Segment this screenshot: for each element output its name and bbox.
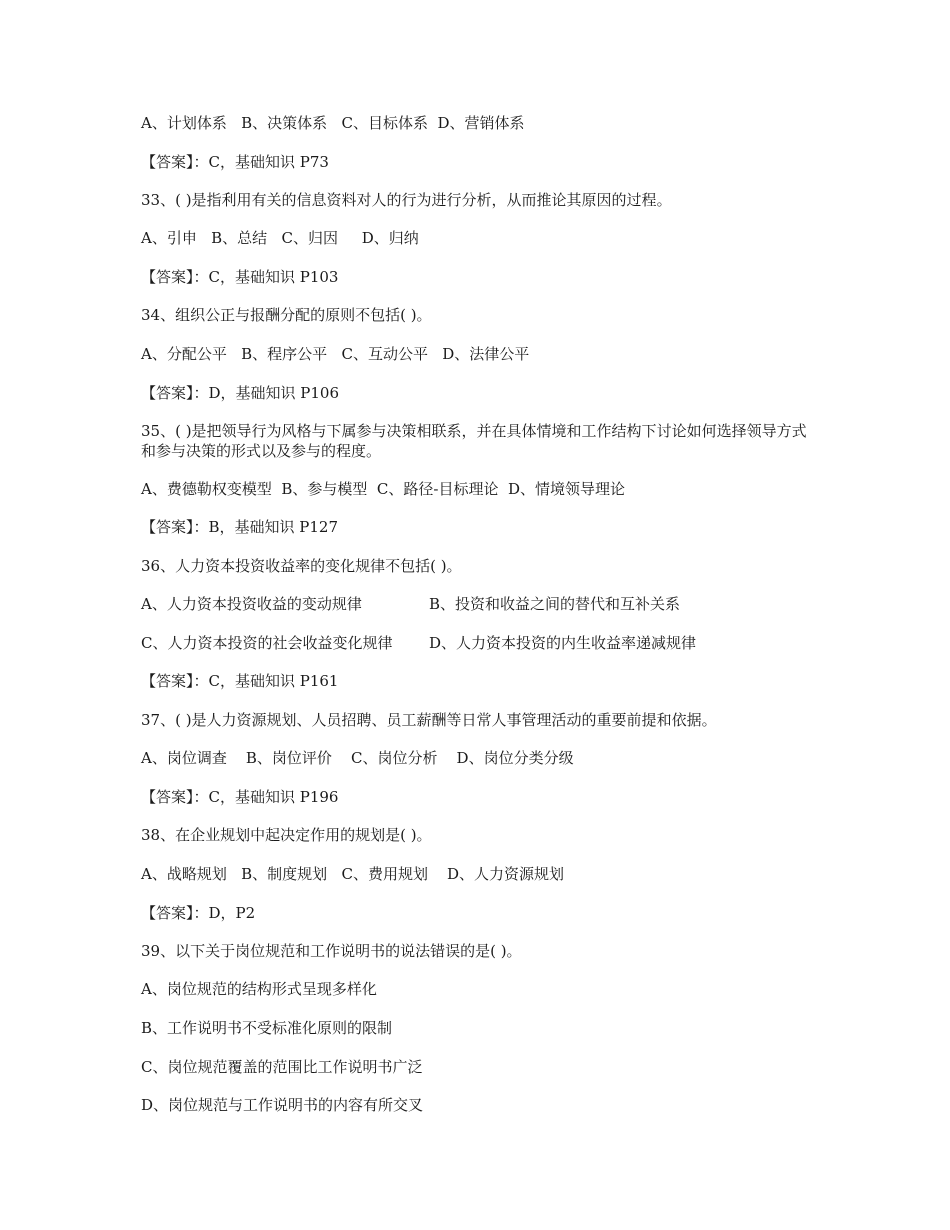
q37-answer: 【答案】：C，基础知识 P196 (141, 788, 339, 806)
q35-question: 35、( )是把领导行为风格与下属参与决策相联系，并在具体情境和工作结构下讨论如何选择领导方式和参与决策的形式以及参与的程度。 (141, 422, 807, 460)
q36-option-c: C、人力资本投资的社会收益变化规律 (141, 634, 393, 652)
q38-question: 38、在企业规划中起决定作用的规划是( )。 (141, 826, 432, 844)
q32-answer: 【答案】：C，基础知识 P73 (141, 153, 329, 171)
q32-options: A、计划体系 B、决策体系 C、目标体系 D、营销体系 (141, 114, 525, 132)
q35-options: A、费德勒权变模型 B、参与模型 C、路径-目标理论 D、情境领导理论 (141, 480, 626, 498)
q33-options: A、引申 B、总结 C、归因 D、归纳 (141, 229, 419, 247)
q38-answer: 【答案】：D，P2 (141, 904, 256, 922)
q36-option-a: A、人力资本投资收益的变动规律 (141, 595, 362, 613)
q36-option-d: D、人力资本投资的内生收益率递减规律 (429, 634, 697, 652)
q37-options: A、岗位调查 B、岗位评价 C、岗位分析 D、岗位分类分级 (141, 749, 574, 767)
q36-answer: 【答案】：C，基础知识 P161 (141, 672, 339, 690)
q39-option-d: D、岗位规范与工作说明书的内容有所交叉 (141, 1096, 424, 1114)
q36-question: 36、人力资本投资收益率的变化规律不包括( )。 (141, 557, 462, 575)
q39-option-c: C、岗位规范覆盖的范围比工作说明书广泛 (141, 1058, 423, 1076)
q39-option-b: B、工作说明书不受标准化原则的限制 (141, 1019, 393, 1037)
document-page (141, 0, 811, 1230)
q34-options: A、分配公平 B、程序公平 C、互动公平 D、法律公平 (141, 345, 530, 363)
q34-answer: 【答案】：D，基础知识 P106 (141, 384, 340, 402)
q34-question: 34、组织公正与报酬分配的原则不包括( )。 (141, 306, 432, 324)
q39-option-a: A、岗位规范的结构形式呈现多样化 (141, 980, 377, 998)
q38-options: A、战略规划 B、制度规划 C、费用规划 D、人力资源规划 (141, 865, 565, 883)
q36-option-b: B、投资和收益之间的替代和互补关系 (429, 595, 681, 613)
q33-question: 33、( )是指利用有关的信息资料对人的行为进行分析，从而推论其原因的过程。 (141, 191, 672, 209)
q37-question: 37、( )是人力资源规划、人员招聘、员工薪酬等日常人事管理活动的重要前提和依据。 (141, 711, 717, 729)
q35-answer: 【答案】：B，基础知识 P127 (141, 518, 339, 536)
q39-question: 39、以下关于岗位规范和工作说明书的说法错误的是( )。 (141, 942, 522, 960)
q33-answer: 【答案】：C，基础知识 P103 (141, 268, 339, 286)
